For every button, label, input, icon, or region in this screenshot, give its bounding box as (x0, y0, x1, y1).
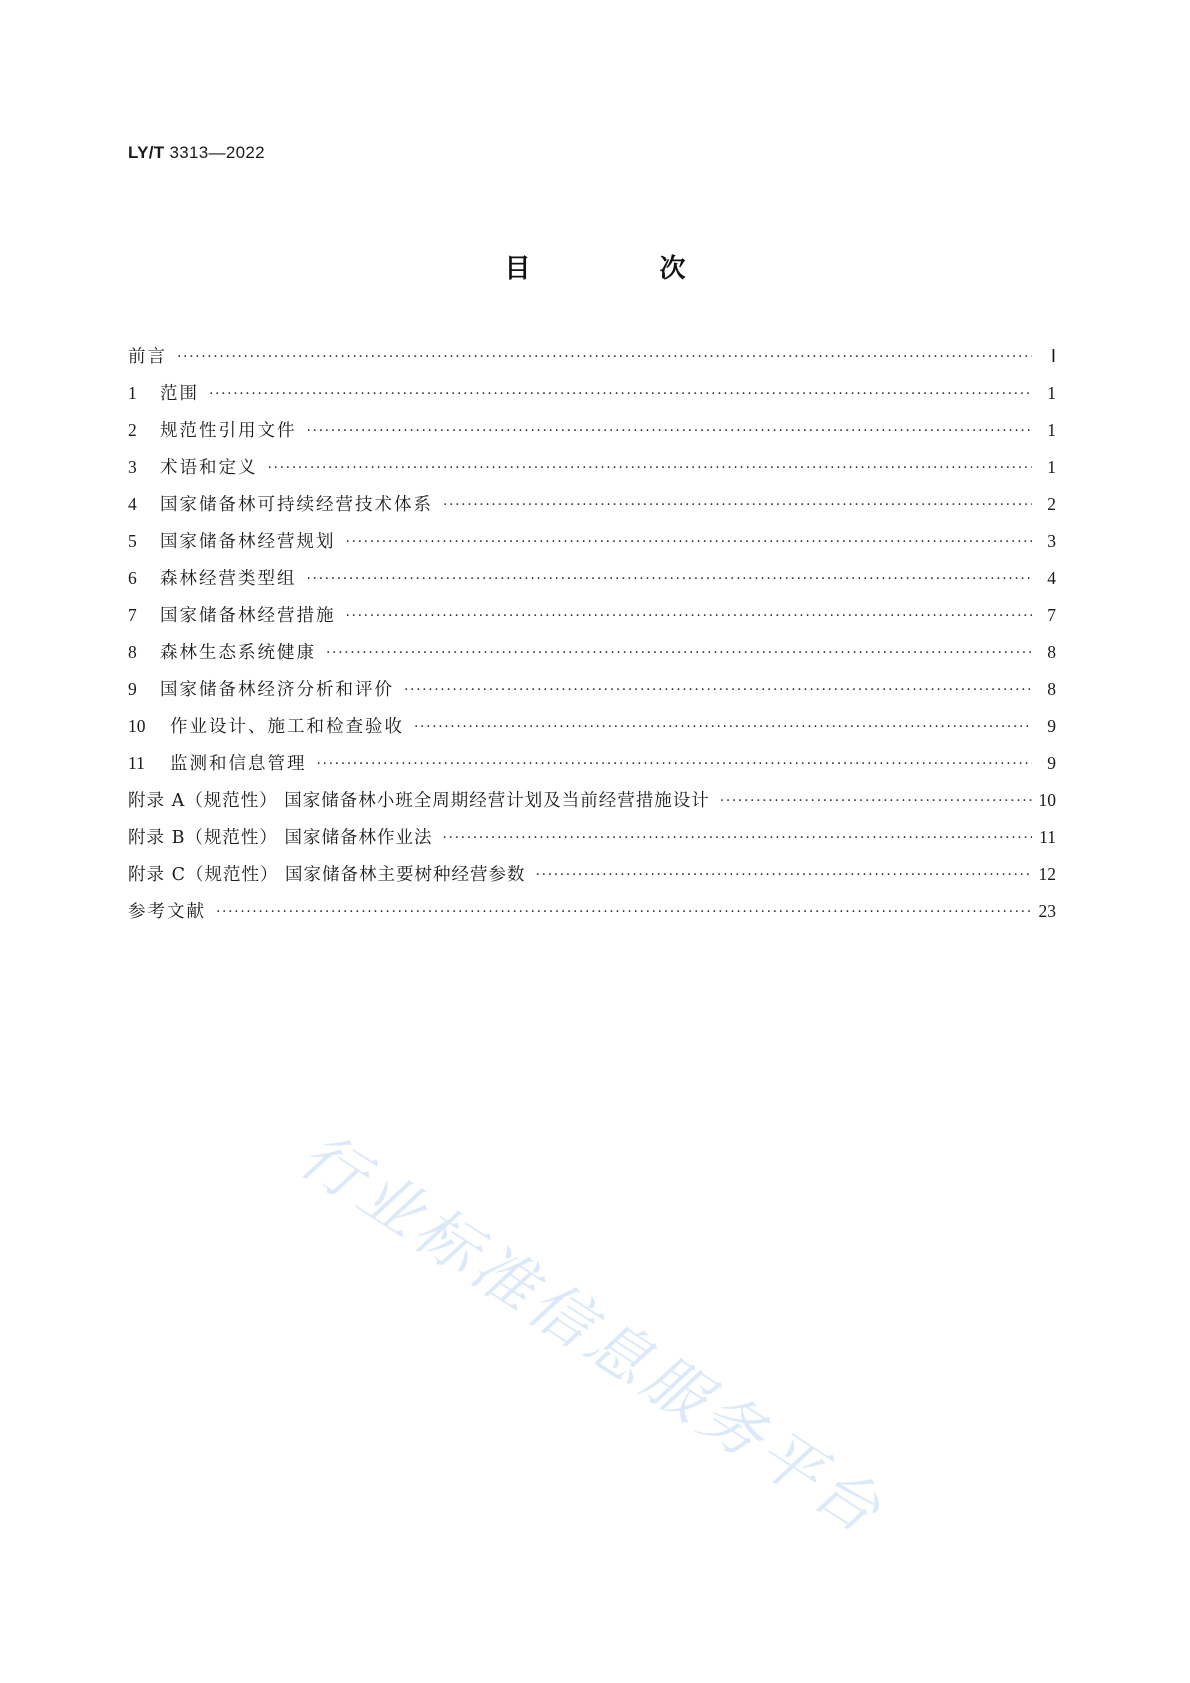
toc-entry-references[interactable] (128, 898, 1056, 935)
toc-entry-title: 参考文献 (128, 902, 206, 922)
toc-leader-dots (346, 534, 1033, 550)
toc-entry-number: 1 (128, 383, 137, 403)
toc-entry-page: 2 (1047, 494, 1056, 514)
toc-entry-page: 4 (1047, 568, 1056, 588)
toc-entry-appendix-b[interactable] (128, 824, 1056, 861)
toc-entry-page: 9 (1047, 716, 1056, 736)
watermark: 行业标准信息服务平台 (287, 1118, 898, 1550)
toc-entry-6[interactable] (128, 565, 1056, 602)
standard-number: 3313—2022 (169, 143, 265, 162)
toc-entry-title: 附录 B（规范性） 国家储备林作业法 (128, 828, 433, 848)
toc-entry-title: 规范性引用文件 (160, 421, 297, 441)
toc-entry-10[interactable] (128, 713, 1056, 750)
toc-entry-title: 附录 A（规范性） 国家储备林小班全周期经营计划及当前经营措施设计 (128, 791, 710, 811)
toc-entry-number: 7 (128, 605, 137, 625)
toc-entry-appendix-c[interactable] (128, 861, 1056, 898)
toc-entry-title: 监测和信息管理 (170, 754, 307, 774)
toc-leader-dots (443, 830, 1033, 846)
toc-entry-5[interactable] (128, 528, 1056, 565)
toc-entry-number: 4 (128, 494, 137, 514)
toc-entry-page: 7 (1047, 605, 1056, 625)
toc-entry-number: 11 (128, 753, 145, 773)
toc-leader-dots (177, 349, 1032, 365)
toc-leader-dots (346, 608, 1033, 624)
toc-entry-page: 23 (1038, 901, 1056, 921)
toc-leader-dots (536, 867, 1032, 883)
toc-leader-dots (404, 682, 1032, 698)
toc-leader-dots (216, 904, 1032, 920)
toc-entry-2[interactable] (128, 417, 1056, 454)
toc-leader-dots (326, 645, 1032, 661)
toc-entry-title: 附录 C（规范性） 国家储备林主要树种经营参数 (128, 865, 526, 885)
toc-entry-11[interactable] (128, 750, 1056, 787)
toc-entry-page: 10 (1038, 790, 1056, 810)
toc-entry-3[interactable] (128, 454, 1056, 491)
toc-entry-page: 8 (1047, 642, 1056, 662)
toc-entry-page: 3 (1047, 531, 1056, 551)
toc-entry-4[interactable] (128, 491, 1056, 528)
page-title: 目 次 (504, 254, 746, 284)
toc-entry-number: 10 (128, 716, 146, 736)
toc-entry-9[interactable] (128, 676, 1056, 713)
toc-entry-page: 11 (1039, 827, 1056, 847)
toc-entry-title: 森林经营类型组 (160, 569, 297, 589)
toc-entry-title: 前言 (128, 347, 167, 367)
toc-entry-title: 作业设计、施工和检查验收 (170, 717, 404, 737)
toc-entry-number: 8 (128, 642, 137, 662)
toc-leader-dots (268, 460, 1033, 476)
toc-entry-page: 9 (1047, 753, 1056, 773)
toc-entry-number: 9 (128, 679, 137, 699)
toc-entry-1[interactable] (128, 380, 1056, 417)
toc-entry-page: 1 (1047, 420, 1056, 440)
toc-entry-number: 5 (128, 531, 137, 551)
toc-entry-appendix-a[interactable] (128, 787, 1056, 824)
toc-entry-preface[interactable] (128, 343, 1056, 380)
toc-entry-title: 国家储备林可持续经营技术体系 (160, 495, 433, 515)
toc-leader-dots (317, 756, 1033, 772)
toc-entry-7[interactable] (128, 602, 1056, 639)
toc-entry-number: 3 (128, 457, 137, 477)
toc-entry-number: 6 (128, 568, 137, 588)
toc-leader-dots (307, 423, 1033, 439)
toc-entry-page: Ⅰ (1050, 346, 1056, 366)
toc-entry-title: 术语和定义 (160, 458, 258, 478)
toc-entry-title: 国家储备林经营措施 (160, 606, 336, 626)
toc-leader-dots (209, 386, 1032, 402)
toc-entry-title: 国家储备林经济分析和评价 (160, 680, 394, 700)
toc-entry-page: 1 (1047, 457, 1056, 477)
toc-entry-title: 范围 (160, 384, 199, 404)
toc-entry-title: 森林生态系统健康 (160, 643, 316, 663)
toc-leader-dots (414, 719, 1032, 735)
toc-entry-page: 8 (1047, 679, 1056, 699)
standard-code (128, 143, 265, 163)
toc-entry-page: 12 (1038, 864, 1056, 884)
toc-entry-number: 2 (128, 420, 137, 440)
table-of-contents (128, 343, 1056, 935)
toc-entry-page: 1 (1047, 383, 1056, 403)
toc-leader-dots (720, 793, 1032, 809)
toc-leader-dots (443, 497, 1032, 513)
toc-entry-8[interactable] (128, 639, 1056, 676)
toc-leader-dots (307, 571, 1033, 587)
toc-entry-title: 国家储备林经营规划 (160, 532, 336, 552)
standard-prefix: LY/T (128, 143, 165, 162)
